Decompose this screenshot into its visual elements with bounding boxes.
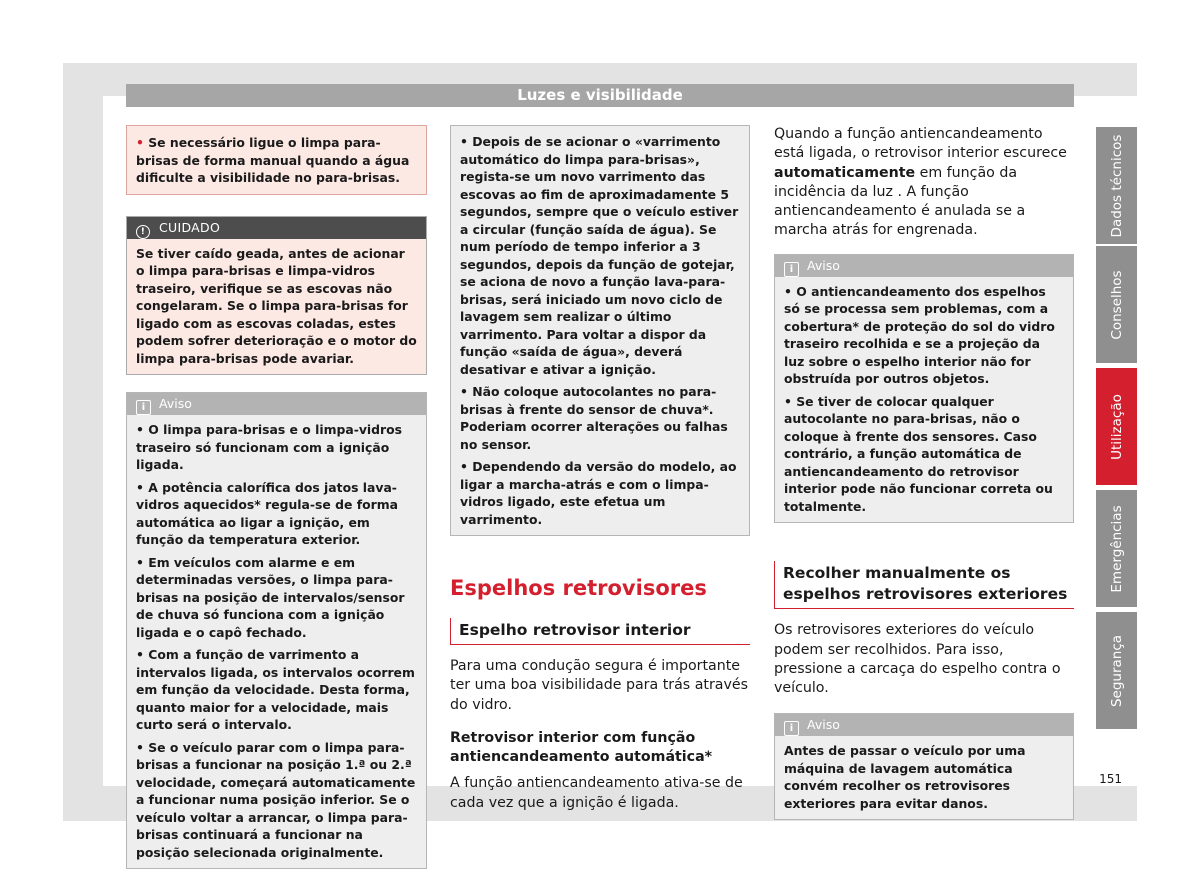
aviso-title: Aviso [807,257,840,273]
column-2 [450,125,750,813]
aviso-item: • Se o veículo parar com o limpa para-brisas a funcionar na posição 1.ª ou 2.ª velocidade, começará automaticamente a funcionar numa posição inferior. Se o veículo voltar a arrancar, o limpa para-brisas continuará a funcionar na posição selecionada originalmente. [136,739,416,860]
caution-title: CUIDADO [159,219,221,235]
aviso-continuation-box [450,125,750,536]
subsection-heading: Espelho retrovisor interior [450,618,750,645]
aviso-item: • O limpa para-brisas e o limpa-vidros traseiro só funcionam com a ignição ligada. [136,422,403,472]
aviso-box-2 [774,254,1074,524]
tab-utilizacao[interactable]: Utilização [1096,368,1137,485]
body-paragraph: A função antiencandeamento ativa-se de cada vez que a ignição é ligada. [450,775,743,811]
aviso-box-3 [774,713,1074,820]
aviso-header [775,714,1073,736]
aviso-item: • A potência calorífica dos jatos lava-vidros aquecidos* regula-se de forma automática ao ligar a ignição, em função da temperatura exterior. [136,479,399,547]
section-title: Espelhos retrovisores [450,576,707,600]
caution-header [127,217,426,239]
aviso-header [127,393,426,415]
body-paragraph: Os retrovisores exteriores do veículo podem ser recolhidos. Para isso, pressione a carcaça do espelho contra o veículo. [774,622,1061,697]
info-icon: i [784,721,799,736]
info-icon: i [136,400,151,415]
subsection-heading: Recolher manualmente os espelhos retrovisores exteriores [774,561,1074,609]
aviso-text: Antes de passar o veículo por uma máquina de lavagem automática convém recolher os retrovisores exteriores para evitar danos. [784,743,1026,811]
warning-icon: ! [136,225,150,239]
info-icon: i [784,262,799,277]
aviso-item: • Se tiver de colocar qualquer autocolante no para-brisas, não o coloque à frente dos sensores. Caso contrário, a função automática de antiencandeamento do retrovisor interior pode não funcionar correta ou totalmente. [784,393,1053,514]
intro-paragraph: Para uma condução segura é importante ter uma boa visibilidade para trás através do vidro. [450,658,749,713]
aviso-box-1 [126,392,427,869]
column-1 [126,125,427,869]
tab-dados-tecnicos[interactable]: Dados técnicos [1096,127,1137,244]
chapter-header: Luzes e visibilidade [126,84,1074,107]
warning-note-box [126,125,427,195]
aviso-header [775,255,1073,277]
body-paragraph: Quando a função antiencandeamento está ligada, o retrovisor interior escurece automaticamente em função da incidência da luz . A função antiencandeamento é anulada se a marcha atrás for engrenada. [774,126,1067,239]
aviso-item: • O antiencandeamento dos espelhos só se processa sem problemas, com a cobertura* de proteção do sol do vidro traseiro recolhida e se a projeção da luz sobre o espelho interior não for obstruída por outros objetos. [784,283,1055,387]
tab-seguranca[interactable]: Segurança [1096,612,1137,729]
aviso-item: • Em veículos com alarme e em determinadas versões, o limpa para-brisas na posição de intervalos/sensor de chuva só funciona com a ignição ligada e o capô fechado. [136,554,405,640]
aviso-item: • Com a função de varrimento a intervalos ligada, os intervalos ocorrem em função da velocidade. Desta forma, quanto maior for a velocidade, mais curto será o intervalo. [136,647,415,732]
caution-text: Se tiver caído geada, antes de acionar o limpa para-brisas e limpa-vidros traseiro, verifique se as escovas não congelaram. Se o limpa para-brisas for ligado com as escovas coladas, estes podem sofrer deterioração e o motor do limpa para-brisas pode avariar. [136,245,417,366]
bold-emphasis: automaticamente [774,164,916,181]
caution-box [126,216,427,376]
aviso-title: Aviso [807,717,840,733]
bold-heading: Retrovisor interior com função antiencandeamento automática* [450,729,713,766]
aviso-title: Aviso [159,396,192,411]
page-number: 151 [1099,772,1122,786]
aviso-item: • Depois de se acionar o «varrimento automático do limpa para-brisas», regista-se um novo varrimento das escovas ao fim de aproximadamente 5 segundos, sempre que o veículo estiver a circular (função saída de água). Se num período de tempo inferior a 3 segundos, depois da função de gotejar, se aciona de novo a função lava-para-brisas, será iniciado um novo ciclo de lavagem sem realizar o último varrimento. Para voltar a dispor da função «saída de água», deverá desativar e ativar a ignição. [460,134,739,377]
column-3 [774,125,1074,820]
aviso-item: • Não coloque autocolantes no para-brisas à frente do sensor de chuva*. Poderiam ocorrer alterações ou falhas no sensor. [460,384,728,452]
tab-conselhos[interactable]: Conselhos [1096,246,1137,363]
aviso-item: • Dependendo da versão do modelo, ao ligar a marcha-atrás e com o limpa-vidros ligado, este efetua um varrimento. [460,459,737,527]
warning-note-text: Se necessário ligue o limpa para-brisas de forma manual quando a água dificulte a visibilidade no para-brisas. [136,135,410,185]
tab-emergencias[interactable]: Emergências [1096,490,1137,607]
warning-bullet: • [136,135,144,150]
